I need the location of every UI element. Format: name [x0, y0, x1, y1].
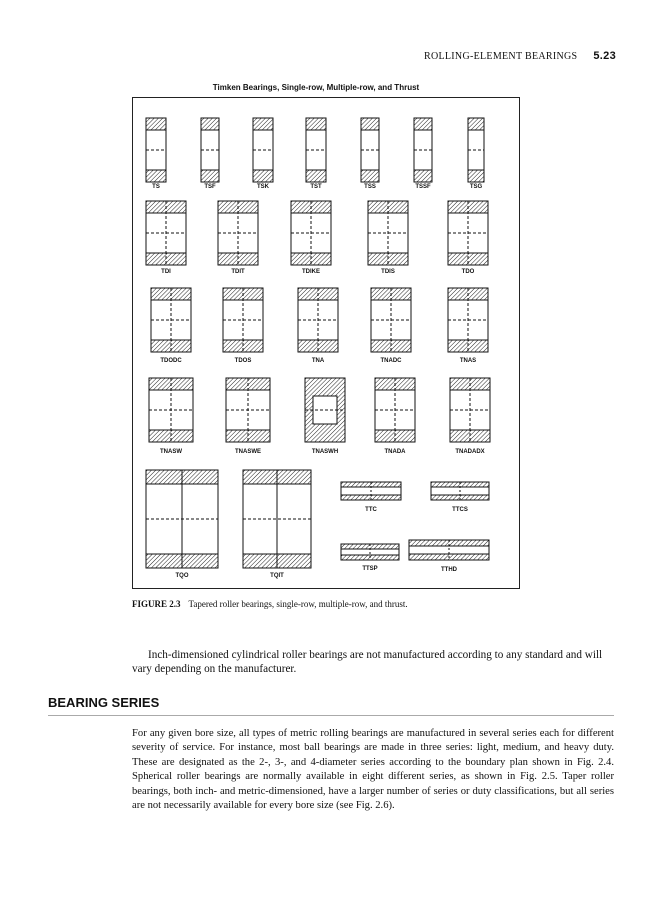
bearing-tnas-drawing — [448, 288, 488, 352]
label-ttsp: TTSP — [362, 566, 378, 572]
bearing-tdi-drawing — [146, 201, 186, 265]
bearing-tdo-drawing — [448, 201, 488, 265]
label-tnas: TNAS — [459, 358, 477, 364]
page-number: 5.23 — [593, 50, 616, 62]
bearing-tsf-drawing — [201, 118, 219, 182]
figure-title-text: Timken Bearings, Single-row, Multiple-row, and Thrust — [212, 83, 420, 92]
label-tnada: TNADA — [384, 449, 406, 455]
bearing-tssf-drawing — [414, 118, 432, 182]
label-ts: TS — [152, 184, 160, 190]
label-tnaswh: TNASWH — [311, 449, 339, 455]
label-tdi: TDI — [161, 269, 171, 275]
bearing-tnada-drawing — [375, 378, 415, 442]
section-heading: BEARING SERIES — [48, 695, 614, 716]
bearing-tthd-drawing — [409, 540, 489, 560]
label-tst: TST — [310, 184, 322, 190]
bearing-tnasw-drawing — [149, 378, 193, 442]
bearing-tnaswh-drawing — [305, 378, 345, 442]
bearing-tdike-drawing — [291, 201, 331, 265]
label-ttc: TTC — [365, 507, 377, 513]
paragraph-2: For any given bore size, all types of metric rolling bearings are manufactured in several series each for different severity of service. For instance, most ball bearings are made in three series: light, medium, and heavy duty. These are designated as the 2-, 3-, and 4-diameter series according to the boundary plan shown in Fig. 2.4. Spherical roller bearings are normally available in eight different series, as shown in Fig. 2.5. Taper roller bearings, both inch- and metric-dimensioned, have a larger number of series or duty classifications, but all series are not necessarily available for every bore size (see Fig. 2.6). — [132, 728, 614, 812]
bearing-ttc-drawing — [341, 482, 401, 500]
label-tss: TSS — [364, 184, 376, 190]
label-tqit: TQIT — [270, 573, 284, 579]
bearing-tnaswe-drawing — [226, 378, 270, 442]
label-tsg: TSG — [469, 184, 483, 190]
bearing-ttcs-drawing — [431, 482, 489, 500]
figure-bearings — [132, 97, 520, 589]
label-tdos: TDOS — [234, 358, 252, 364]
bearings-drawing — [133, 98, 519, 588]
bearing-tnadadx-drawing — [450, 378, 490, 442]
caption-text: Tapered roller bearings, single-row, multiple-row, and thrust. — [188, 599, 408, 609]
label-tdike: TDIKE — [302, 269, 320, 275]
label-tdo: TDO — [461, 269, 475, 275]
label-tdis: TDIS — [381, 269, 395, 275]
bearing-tss-drawing — [361, 118, 379, 182]
bearing-tsg-drawing — [468, 118, 484, 182]
bearing-ts-drawing — [146, 118, 166, 182]
bearing-tna-drawing — [298, 288, 338, 352]
paragraph-1: Inch-dimensioned cylindrical roller bearings are not manufactured according to any standard and will vary depending on the manufacturer. — [132, 649, 603, 675]
bearing-tnadc-drawing — [371, 288, 411, 352]
label-ttcs: TTCS — [452, 507, 468, 513]
label-tqo: TQO — [175, 573, 189, 579]
label-tdodc: TDODC — [160, 358, 182, 364]
bearing-ttsp-drawing — [341, 544, 399, 560]
bearing-tdis-drawing — [368, 201, 408, 265]
label-tnaswe: TNASWE — [235, 449, 261, 455]
bearing-tdit-drawing — [218, 201, 258, 265]
running-head — [424, 50, 616, 62]
bearing-tqit-drawing — [243, 470, 311, 568]
bearing-tqo-drawing — [146, 470, 218, 568]
caption-number: FIGURE 2.3 — [132, 599, 181, 609]
label-tsk: TSK — [257, 184, 269, 190]
figure-title — [0, 83, 662, 92]
label-tssf: TSSF — [415, 184, 431, 190]
label-tsf: TSF — [204, 184, 216, 190]
bearing-tst-drawing — [306, 118, 326, 182]
label-tthd: TTHD — [441, 567, 457, 573]
label-tna: TNA — [311, 358, 325, 364]
label-tnadadx: TNADADX — [455, 449, 485, 455]
bearing-tsk-drawing — [253, 118, 273, 182]
label-tnadc: TNADC — [380, 358, 402, 364]
running-title: ROLLING-ELEMENT BEARINGS — [423, 51, 578, 62]
figure-caption — [132, 599, 408, 609]
label-tdit: TDIT — [231, 269, 245, 275]
bearing-tdodc-drawing — [151, 288, 191, 352]
bearing-tdos-drawing — [223, 288, 263, 352]
label-tnasw: TNASW — [160, 449, 182, 455]
